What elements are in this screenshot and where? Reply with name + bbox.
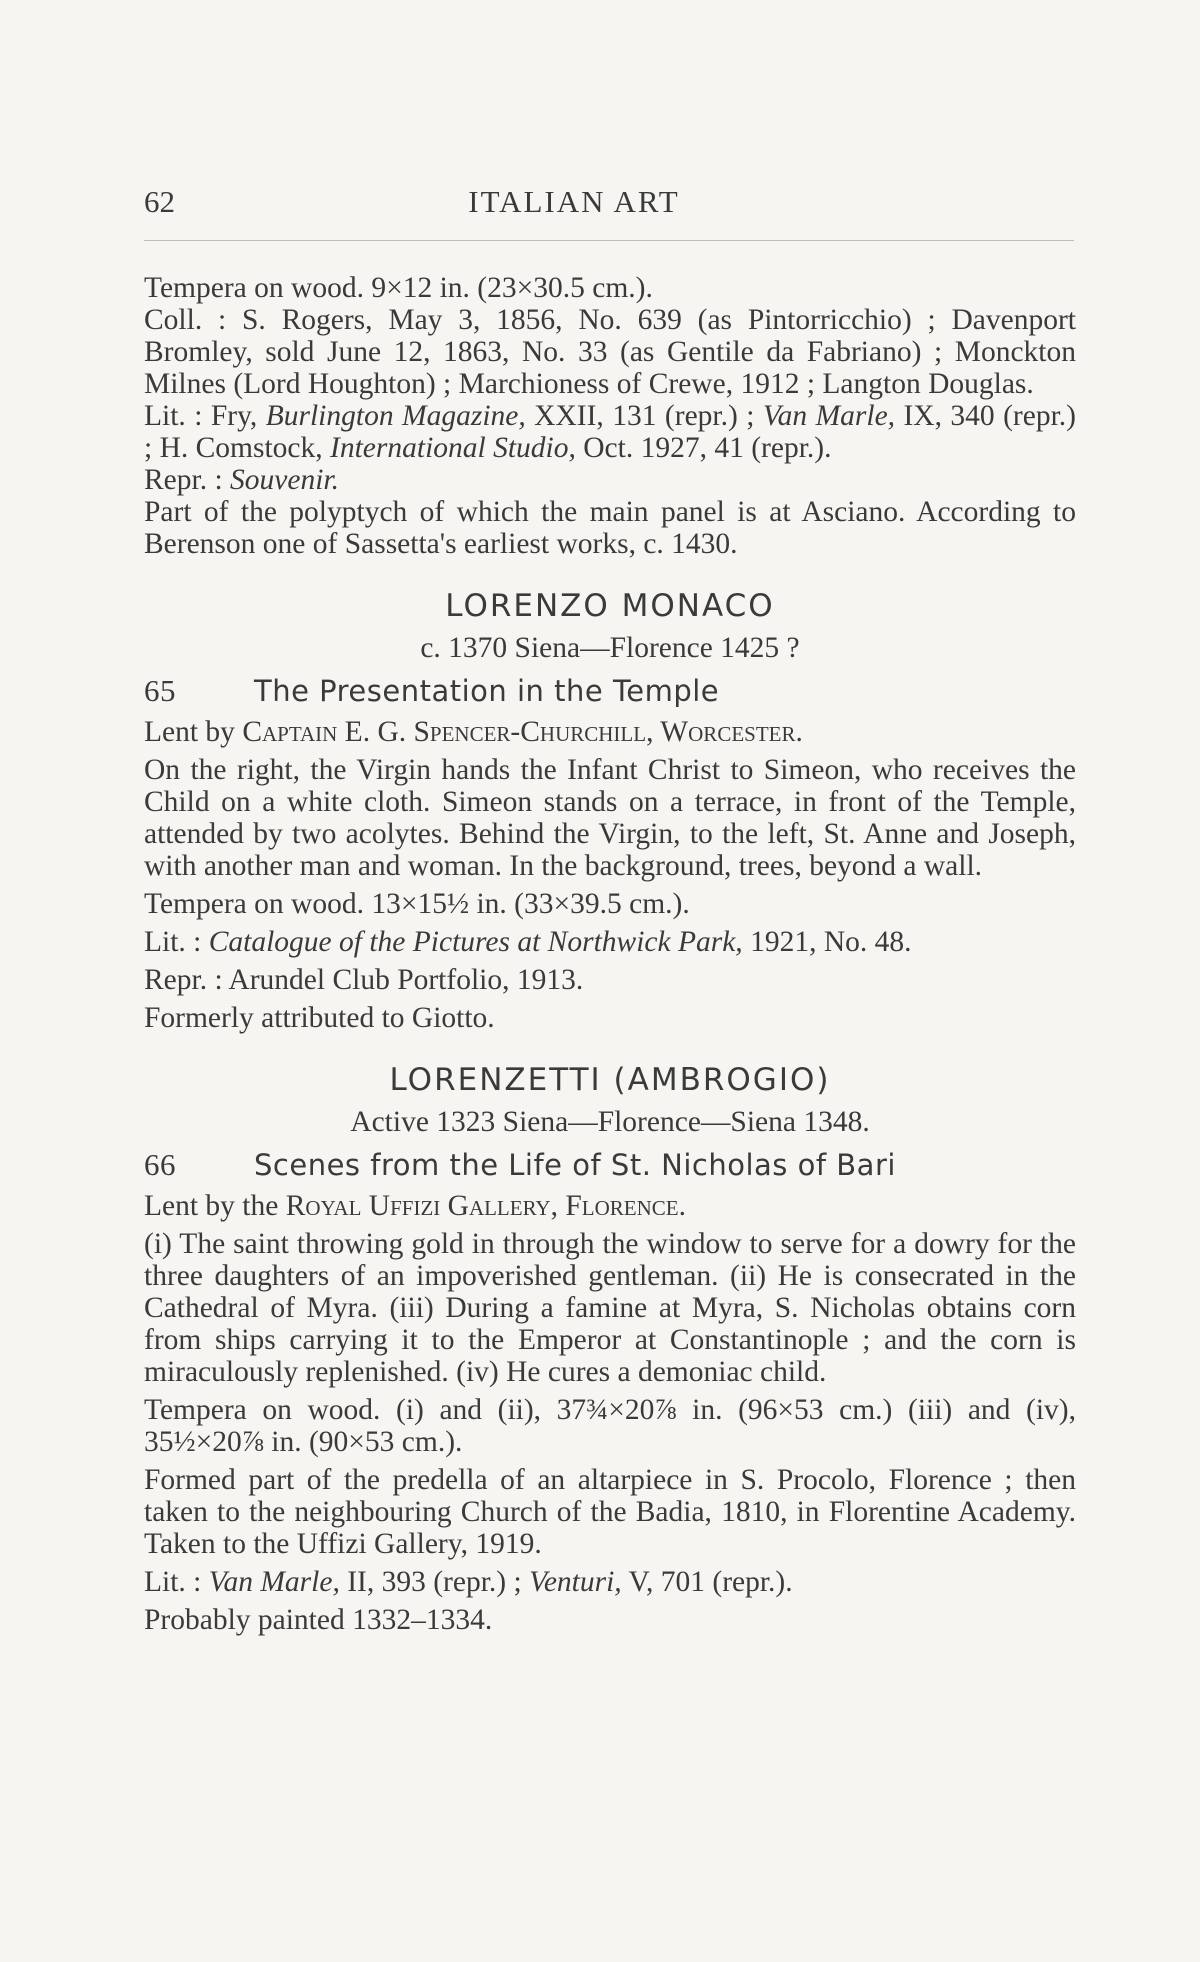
history-66: Formed part of the predella of an altarpiece in S. Procolo, Florence ; then taken to the neighbouring Church of the Badia, 1810, in Florentine Academy. Taken to the Uffizi Gallery, 1919. (144, 1464, 1076, 1560)
artist-heading-lorenzo-monaco: LORENZO MONACO (445, 588, 775, 624)
catalogue-entry-66-title (144, 1146, 1076, 1184)
top-entry-note: Part of the polyptych of which the main panel is at Asciano. According to Berenson one of Sassetta's earliest works, c. 1430. (144, 496, 1076, 560)
top-entry-literature: Lit. : Fry, Burlington Magazine, XXII, 131 (repr.) ; Van Marle, IX, 340 (repr.) ; H. Comstock, International Studio, Oct. 1927, 41 (repr.). (144, 400, 1076, 464)
description-65: On the right, the Virgin hands the Infant Christ to Simeon, who receives the Child on a white cloth. Simeon stands on a terrace, in front of the Temple, attended by two acolytes. Behind the Virgin, to the left, St. Anne and Joseph, with another man and woman. In the background, trees, beyond a wall. (144, 754, 1076, 882)
description-66: (i) The saint throwing gold in through the window to serve for a dowry for the three daughters of an impoverished gentleman. (ii) He is consecrated in the Cathedral of Myra. (iii) During a famine at Myra, S. Nicholas obtains corn from ships carrying it to the Emperor at Constantinople ; and the corn is miraculously replenished. (iv) He cures a demoniac child. (144, 1228, 1076, 1388)
catalogue-content (144, 272, 1076, 1636)
literature-66: Lit. : Van Marle, II, 393 (repr.) ; Venturi, V, 701 (repr.). (144, 1566, 793, 1598)
running-title: ITALIAN ART (468, 184, 680, 219)
reproduction-65: Repr. : Arundel Club Portfolio, 1913. (144, 964, 584, 996)
entry-number: 65 (144, 673, 176, 708)
literature-65: Lit. : Catalogue of the Pictures at Northwick Park, 1921, No. 48. (144, 926, 912, 958)
entry-title: Scenes from the Life of St. Nicholas of Bari (254, 1148, 896, 1182)
top-entry-collection: Coll. : S. Rogers, May 3, 1856, No. 639 (as Pintorricchio) ; Davenport Bromley, sold June 12, 1863, No. 33 (as Gentile da Fabriano) ; Monckton Milnes (Lord Houghton) ; Marchioness of Crewe, 1912 ; Langton Douglas. (144, 304, 1076, 400)
artist-heading-lorenzetti: LORENZETTI (AMBROGIO) (389, 1062, 831, 1098)
header-rule (144, 240, 1074, 241)
medium-66: Tempera on wood. (i) and (ii), 37¾×20⅞ in. (96×53 cm.) (iii) and (iv), 35½×20⅞ in. (90×53 cm.). (144, 1394, 1076, 1458)
entry-title: The Presentation in the Temple (254, 674, 720, 708)
top-entry-reproduction: Repr. : Souvenir. (144, 464, 340, 496)
note-66: Probably painted 1332–1334. (144, 1604, 493, 1636)
entry-number: 66 (144, 1147, 176, 1182)
medium-65: Tempera on wood. 13×15½ in. (33×39.5 cm.). (144, 888, 690, 920)
top-entry-medium: Tempera on wood. 9×12 in. (23×30.5 cm.). (144, 272, 653, 304)
artist-dates-65: c. 1370 Siena—Florence 1425 ? (420, 632, 800, 664)
note-65: Formerly attributed to Giotto. (144, 1002, 495, 1034)
running-head (144, 176, 1074, 226)
catalogue-entry-65-title (144, 672, 1076, 710)
lender-65: Lent by Captain E. G. Spencer-Churchill, Worcester. (144, 716, 803, 748)
lender-66: Lent by the Royal Uffizi Gallery, Florence. (144, 1190, 686, 1222)
page-number: 62 (144, 184, 175, 219)
artist-dates-66: Active 1323 Siena—Florence—Siena 1348. (350, 1106, 870, 1138)
